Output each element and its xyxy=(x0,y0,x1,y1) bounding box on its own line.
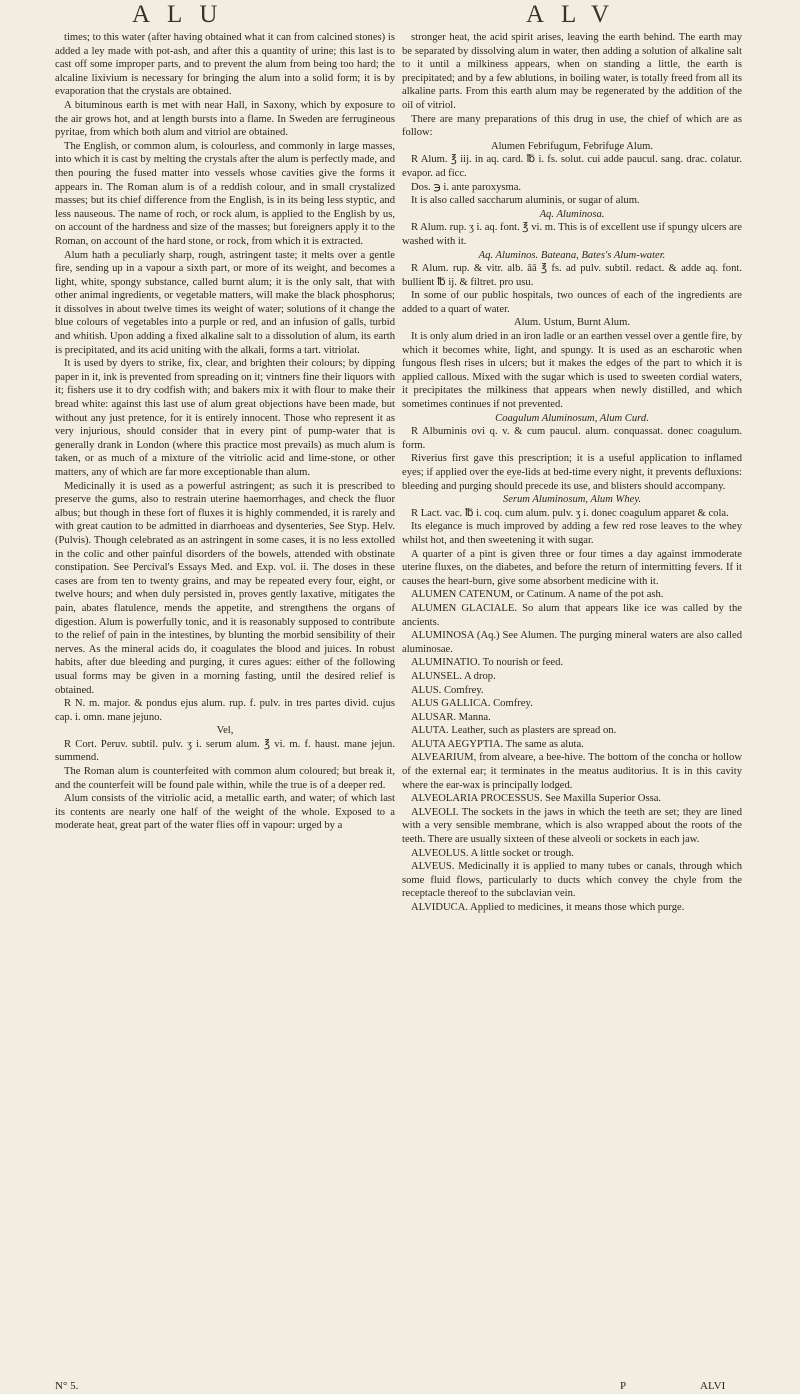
paragraph: R Alum. rup. ʒ i. aq. font. ℥ vi. m. This is of excellent use if spungy ulcers are washed with it. xyxy=(402,222,742,247)
paragraph: Aq. Aluminosa. xyxy=(539,208,605,220)
paragraph: ALUS GALLICA. Comfrey. xyxy=(411,698,533,710)
paragraph: R Lact. vac. ℔ i. coq. cum alum. pulv. ʒ i. donec coagulum apparet & cola. xyxy=(411,507,729,519)
paragraph: There are many preparations of this drug in use, the chief of which are as follow: xyxy=(402,113,742,139)
paragraph: Alum. Ustum, Burnt Alum. xyxy=(514,317,630,329)
paragraph: ALVEUS. Medicinally it is applied to many tubes or canals, through which some fluid flows, particularly to ducts which convey the chyle from the receptacle thereof to the subclavian vein. xyxy=(402,861,742,900)
paragraph: ALUS. Comfrey. xyxy=(411,684,484,696)
paragraph: ALUTA AEGYPTIA. The same as aluta. xyxy=(411,738,584,750)
paragraph: The Roman alum is counterfeited with common alum coloured; but break it, and the counterfeit will be found pale within, while the true is of a deeper red. xyxy=(55,766,395,791)
paragraph: R Alum. ℥ iij. in aq. card. ℔ i. fs. solut. cui adde paucul. sang. drac. colatur. evapor. ad ficc. xyxy=(402,154,742,179)
right-column xyxy=(402,31,742,1391)
paragraph: It is used by dyers to strike, fix, clear, and brighten their colours; by dipping paper in it, ink is prevented from spreading on it; vintners fine their liquors with it; fishers use it to dry codfish with; and bakers mix it with flour to make their bread white: against this last use of alum great objections have been made, but without any just pretence, for it is entirely innocent. Those who represent it as very injurious, should consider that in every pint of pump-water that is generally drank in London (where this practice most prevails) as much alum is taken, or as much of a mixture of the vitriolic acid and lime-stone, or other matters, any of which are far more exceptionable than alum. xyxy=(55,358,395,478)
paragraph: A quarter of a pint is given three or four times a day against immoderate uterine fluxes, on the diabetes, and before the return of intermitting fevers. If it causes the heart-burn, give some absorbent medicine with it. xyxy=(402,548,742,587)
paragraph: Its elegance is much improved by adding a few red rose leaves to the whey whilst hot, and then sweetening it with sugar. xyxy=(402,521,742,546)
paragraph: Riverius first gave this prescription; it is a useful application to inflamed eyes; if applied over the eye-lids at bed-time every night, it prevents defluxions: bleeding and purging should precede its use, and blisters should accompany. xyxy=(402,453,742,492)
paragraph: Coagulum Aluminosum, Alum Curd. xyxy=(495,412,649,424)
running-head-left: ALU xyxy=(132,1,235,28)
signature-mark: P xyxy=(620,1380,627,1392)
paragraph: It is only alum dried in an iron ladle or an earthen vessel over a gentle fire, by which it becomes white, light, and spungy. It is used as an escharotic when fungous flesh rises in ulcers; but it makes the edges of the part to which it is applied callous. Mixed with the sugar which is used to sweeten cordial waters, it precipitates the milkiness that appears when newly distilled, and which sometimes continues if not prevented. xyxy=(402,331,742,411)
number-mark: N° 5. xyxy=(55,1380,79,1392)
paragraph: The English, or common alum, is colourless, and commonly in large masses, into which it is cast by melting the crystals after the alum is perfectly made, and then pouring the fused matter into vessels whose cavities give the forms it appears in. The Roman alum is of a reddish colour, and in small crystalized masses; but its chief difference from the English, is in its being less styptic, and less nauseous. The name of roch, or rock alum, is applied to the English by us, on account of the hardness and size of the masses; but foreigners apply it to the Roman, on account of the hard stone, or rock, from which it is extracted. xyxy=(55,140,395,247)
paragraph: ALVEOLARIA PROCESSUS. See Maxilla Superior Ossa. xyxy=(411,793,662,805)
paragraph: ALVEOLI. The sockets in the jaws in which the teeth are set; they are lined with a very sensible membrane, which is also wrapped about the roots of the teeth. There are usually sixteen of these alveoli or sockets in each jaw. xyxy=(402,806,742,846)
paragraph: Vel, xyxy=(216,725,234,737)
paragraph: R Cort. Peruv. subtil. pulv. ʒ i. serum alum. ℥ vi. m. f. haust. mane jejun. summend. xyxy=(55,738,395,764)
paragraph: Alumen Febrifugum, Febrifuge Alum. xyxy=(490,140,654,152)
paragraph: In some of our public hospitals, two ounces of each of the ingredients are added to a quart of water. xyxy=(402,290,742,315)
left-column xyxy=(55,31,395,1391)
paragraph: A bituminous earth is met with near Hall, in Saxony, which by exposure to the air grows hot, and at length bursts into a flame. In Sweden are ferrugineous pyritae, from which both alum and vitriol are obtained. xyxy=(55,99,395,139)
paragraph: ALVIDUCA. Applied to medicines, it means those which purge. xyxy=(411,902,685,913)
paragraph: Serum Aluminosum, Alum Whey. xyxy=(502,494,642,506)
paragraph: ALVEARIUM, from alveare, a bee-hive. The bottom of the concha or hollow of the external ear; it terminates in the meatus auditorius. It is in this cavity where the ear-wax is principally lodged. xyxy=(402,752,742,791)
paragraph: times; to this water (after having obtained what it can from calcined stones) is added a ley made with pot-ash, and after this a quantity of urine; this last is to cast off some improper parts, and to prevent the alum from being too hard; the alcaline lixivium is necessary for bringing the alum into a solid form; it is by evaporation that the crystals are obtained. xyxy=(55,32,395,98)
paragraph: Dos. ℈ i. ante paroxysma. xyxy=(411,181,522,193)
paragraph: stronger heat, the acid spirit arises, leaving the earth behind. The earth may be separated by dissolving alum in water, then adding a solution of alkaline salt to it until a milkiness appears, when on standing a little, the earth is precipitated; and by a few ablutions, in boiling water, is totally freed from all its alkaline parts. From this earth alum may be regenerated by the addition of the oil of vitriol. xyxy=(402,32,742,111)
paragraph: It is also called saccharum aluminis, or sugar of alum. xyxy=(411,195,640,207)
paragraph: ALUMEN CATENUM, or Catinum. A name of the pot ash. xyxy=(411,589,664,601)
paragraph: ALUMINATIO. To nourish or feed. xyxy=(411,657,564,669)
paragraph: R Albuminis ovi q. v. & cum paucul. alum. conquassat. donec coagulum. form. xyxy=(402,426,742,451)
paragraph: ALUNSEL. A drop. xyxy=(411,670,496,682)
paragraph: Aq. Aluminos. Bateana, Bates's Alum-water. xyxy=(478,249,666,261)
paragraph: R Alum. rup. & vitr. alb. āā ℥ fs. ad pulv. subtil. redact. & adde aq. font. bullient ℔ ij. & filtret. pro usu. xyxy=(402,263,742,288)
paragraph: ALVEOLUS. A little socket or trough. xyxy=(411,847,574,859)
paragraph: R N. m. major. & pondus ejus alum. rup. f. pulv. in tres partes divid. cujus cap. i. omn. mane jejuno. xyxy=(55,698,395,723)
paragraph: Alum consists of the vitriolic acid, a metallic earth, and water; of which last its contents are nearly one half of the weight of the whole. Exposed to a moderate heat, great part of the water flies off in vapour: urged by a xyxy=(55,793,395,832)
catchword: ALVI xyxy=(700,1380,726,1392)
paragraph: ALUSAR. Manna. xyxy=(411,711,491,723)
paragraph: Alum hath a peculiarly sharp, rough, astringent taste; it melts over a gentle fire, sending up in a vapour a sixth part, or more of its weight, and becomes a light, white, spongy substance, called burnt alum; it is the only salt, that with other animal ingredients, or vegetable matters, will make the black phosphorus; it dissolves in about twelve times its weight of water; solutions of it change the blue colours of vegetables into a purple or red, and an infusion of galls, turbid and whitish. Upon adding a fixed alkaline salt to a dissolution of alum, its earth is precipitated, and its acid uniting with the alkali, forms a tart. vitriolat. xyxy=(55,249,395,356)
paragraph: Medicinally it is used as a powerful astringent; as such it is prescribed to preserve the gums, also to restrain uterine haemorrhages, and check the fluor albus; but though in these fort of fluxes it is highly commended, it is rarely and with great caution to be admitted in diarrhoeas and dysenteries, See Styp. Helv. (Pulvis). Though celebrated as an astringent in some cases, it is no less extolled in the colic and other painful disorders of the bowels, attended with obstinate constipation. See Percival's Essays Med. and Exp. vol. ii. The doses in these cases are from ten to twenty grains, and may be repeated every four, eight, or twelve hours; and when duly persisted in, proves gently laxative, mitigates the pain, abates flatulence, mends the appetite, and strengthens the organs of digestion. Alum is powerfully tonic, and it is reasonably supposed to contribute to the relief of pain in the intestines, by blunting the morbid sensibility of their nerves. As the mineral acids do, it coagulates the blood and juices. In robust habits, after due bleeding and purging, it cures agues: either of the following usual forms may be given in a morning fasting, until the desired relief is obtained. xyxy=(55,480,395,696)
paragraph: ALUMEN GLACIALE. So alum that appears like ice was called by the ancients. xyxy=(402,602,742,628)
paragraph: ALUTA. Leather, such as plasters are spread on. xyxy=(411,725,617,737)
paragraph: ALUMINOSA (Aq.) See Alumen. The purging mineral waters are also called aluminosae. xyxy=(402,630,742,655)
running-head-right: ALV xyxy=(526,1,627,28)
